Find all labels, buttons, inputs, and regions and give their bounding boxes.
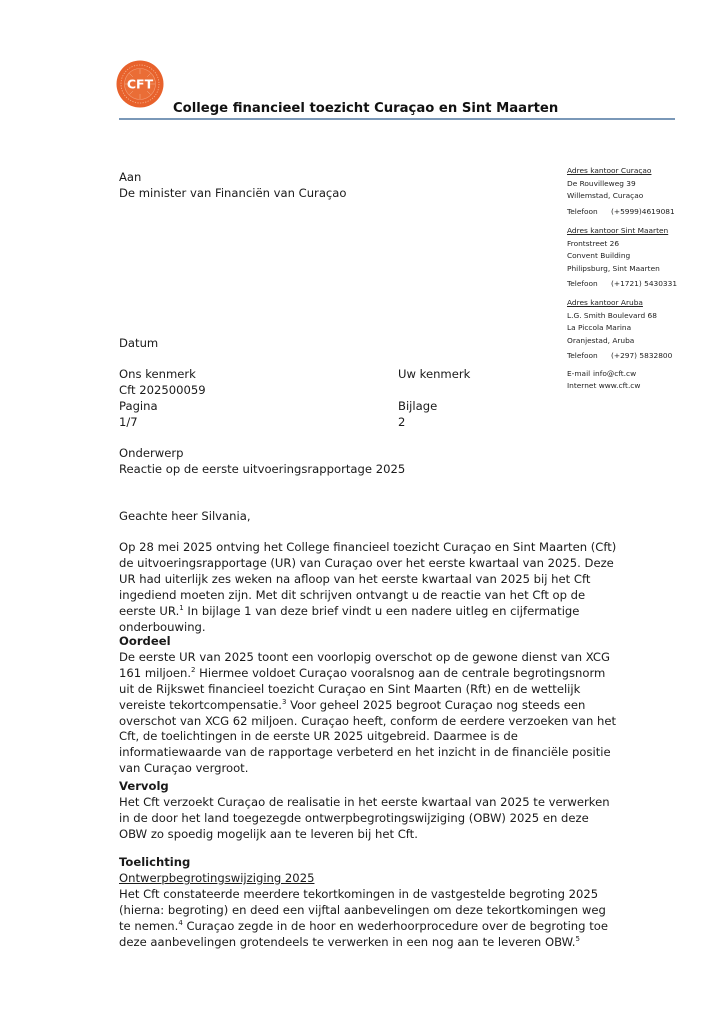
office-address-line: De Rouvilleweg 39	[567, 178, 636, 188]
contact-block	[567, 368, 640, 391]
office-address-line: L.G. Smith Boulevard 68	[567, 310, 657, 320]
email-link[interactable]: info@cft.cw	[593, 369, 637, 378]
our-reference-value: Cft 202500059	[119, 383, 206, 397]
addressee-name: De minister van Financiën van Curaçao	[119, 186, 347, 200]
office-title: Adres kantoor Sint Maarten	[567, 226, 669, 235]
footnote-ref[interactable]: 1	[179, 603, 184, 612]
attachment-value: 2	[398, 415, 406, 429]
section-toelichting	[119, 855, 619, 950]
phone-number: (+1721) 5430331	[611, 279, 678, 289]
office-title: Adres kantoor Curaçao	[567, 166, 652, 175]
phone-number: (+5999)4619081	[611, 206, 675, 216]
paragraph-text: In bijlage 1 van deze brief vindt u een nadere uitleg en cijfermatige onderbouwing.	[119, 603, 580, 634]
paragraph-text: Het Cft constateerde meerdere tekortkomingen in de vastgestelde begroting 2025 (hierna: begroting) en deed een vijftal aanbevelingen om deze tekortkomingen weg te nemen.	[119, 886, 606, 933]
office-title: Adres kantoor Aruba	[567, 298, 643, 307]
section-heading: Oordeel	[119, 634, 171, 648]
office-address-line: Frontstreet 26	[567, 238, 620, 248]
paragraph-text: De eerste UR van 2025 toont een voorlopig overschot op de gewone dienst van XCG 161 miljoen.	[119, 649, 610, 680]
cft-logo	[116, 60, 164, 108]
phone-number: (+297) 5832800	[611, 351, 673, 361]
addressee-label: Aan	[119, 170, 142, 184]
email-row	[567, 368, 640, 380]
subsection-heading: Ontwerpbegrotingswijziging 2025	[119, 870, 315, 885]
office-address-line: Convent Building	[567, 251, 631, 261]
salutation: Geachte heer Silvania,	[119, 509, 251, 523]
office-address-line: Oranjestad, Aruba	[567, 335, 635, 345]
paragraph-text: Hiermee voldoet Curaçao vooralsnog aan de centrale begrotingsnorm uit de Rijkswet financieel toezicht Curaçao en Sint Maarten (Rft) en de wettelijk vereiste tekortcompensatie.	[119, 665, 606, 712]
office-sint-maarten	[567, 225, 677, 291]
paragraph-text: Op 28 mei 2025 ontving het College financieel toezicht Curaçao en Sint Maarten (Cft) de uitvoeringsrapportage (UR) van Curaçao over het eerste kwartaal van 2025. Deze UR had uiterlijk zes weken na afloop van het eerste kwartaal van 2025 bij het Cft ingediend moeten zijn. Met dit schrijven ontvangt u de reactie van het Cft op de eerste UR.	[119, 540, 617, 618]
page-label: Pagina	[119, 399, 158, 413]
subject-label: Onderwerp	[119, 446, 184, 460]
footnote-ref[interactable]: 3	[281, 697, 287, 706]
office-address-line: Philipsburg, Sint Maarten	[567, 263, 660, 273]
footnote-ref[interactable]: 4	[178, 918, 183, 927]
phone-label: Telefoon	[567, 279, 598, 289]
office-phone-row	[567, 350, 672, 363]
organization-name: College financieel toezicht Curaçao en Sint Maarten	[173, 101, 559, 116]
intro-paragraph	[119, 540, 619, 635]
office-aruba	[567, 297, 672, 363]
header-divider	[119, 118, 675, 120]
paragraph-text: Curaçao zegde in de hoor en wederhoorprocedure over de begroting toe deze aanbevelingen grotendeels te verwerken in een nog aan te leveren OBW.	[119, 918, 608, 949]
subject-value: Reactie op de eerste uitvoeringsrapportage 2025	[119, 462, 406, 476]
internet-label: Internet	[567, 380, 597, 390]
page-value: 1/7	[119, 415, 138, 429]
our-reference-label: Ons kenmerk	[119, 367, 196, 381]
internet-row	[567, 380, 640, 392]
section-vervolg	[119, 779, 619, 843]
phone-label: Telefoon	[567, 206, 598, 216]
paragraph-text: Het Cft verzoekt Curaçao de realisatie in het eerste kwartaal van 2025 te verwerken in de door het land toegezegde ontwerpbegrotingswijziging (OBW) 2025 en deze OBW zo spoedig mogelijk aan te leveren bij het Cft.	[119, 794, 610, 841]
office-curacao	[567, 165, 675, 218]
logo-text: CFT	[126, 76, 154, 92]
your-reference-label: Uw kenmerk	[398, 367, 471, 381]
section-heading: Toelichting	[119, 855, 191, 869]
footnote-ref[interactable]: 2	[191, 665, 196, 674]
section-heading: Vervolg	[119, 779, 169, 793]
office-address-line: Willemstad, Curaçao	[567, 191, 644, 201]
paragraph-text: Voor geheel 2025 begroot Curaçao nog steeds een overschot van XCG 62 miljoen. Curaçao heeft, conform de eerdere verzoeken van het Cft, de toelichtingen in de eerste UR 2025 uitgebreid. Daarmee is de informatiewaarde van de rapportage verbeterd en het inzicht in de financiële positie van Curaçao vergroot.	[119, 697, 617, 776]
section-oordeel	[119, 634, 619, 777]
email-label: E-mail	[567, 369, 591, 378]
date-label: Datum	[119, 336, 159, 350]
office-address-line: La Piccola Marina	[567, 323, 632, 333]
office-phone-row	[567, 206, 675, 219]
attachment-label: Bijlage	[398, 399, 438, 413]
footnote-ref[interactable]: 5	[575, 934, 580, 943]
office-phone-row	[567, 278, 677, 291]
phone-label: Telefoon	[567, 351, 598, 361]
website-link[interactable]: www.cft.cw	[598, 380, 641, 390]
